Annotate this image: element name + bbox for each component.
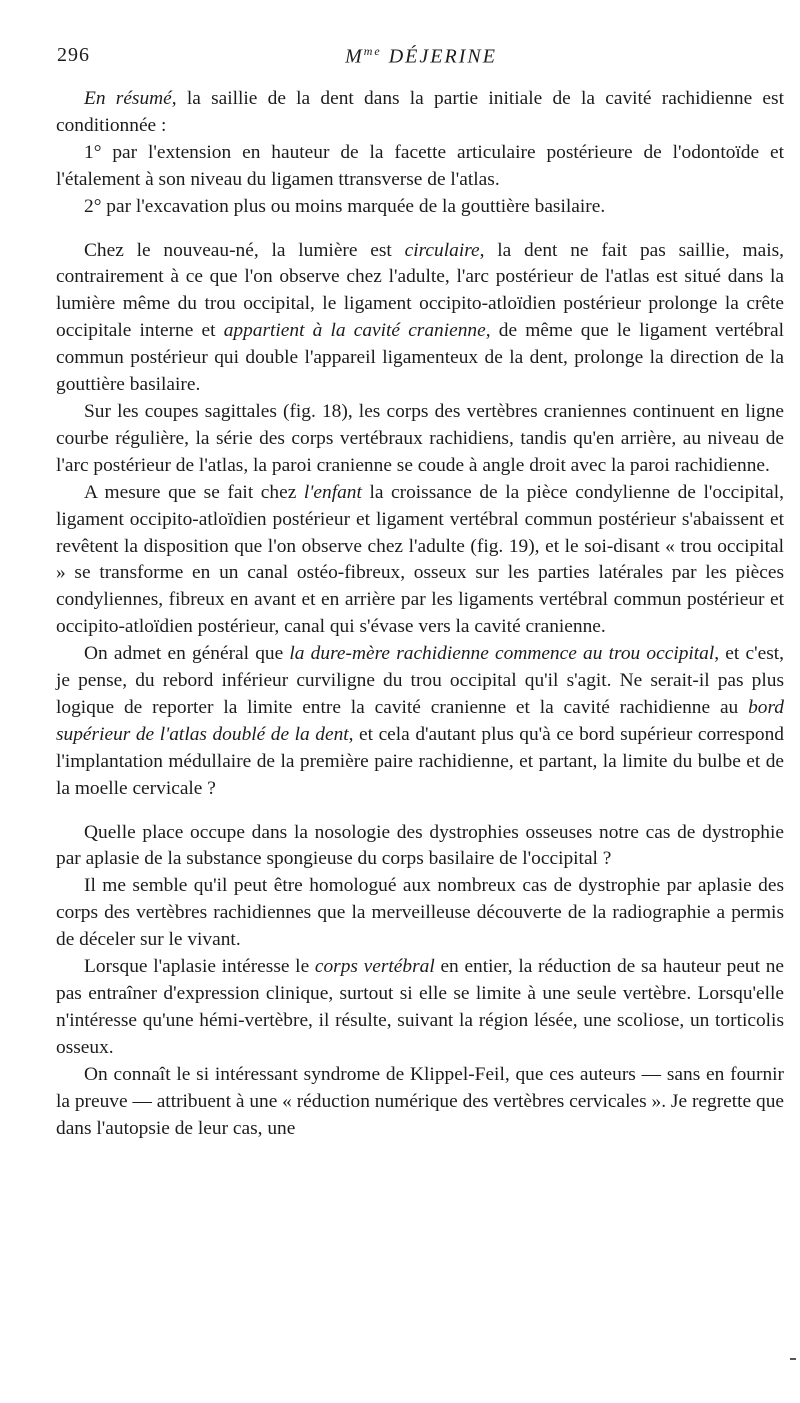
paragraph-aplasie bbox=[56, 954, 784, 1062]
italic-text: corps vertébral bbox=[314, 956, 435, 978]
paragraph-text: Sur les coupes sagittales (fig. 18), les corps des vertèbres craniennes continuent en ligne courbe régulière, la série des corps vertébraux rachidiens, tandis qu'en arrière, au niveau de l'arc postérieur de l'atlas, la paroi cranienne se coude à angle droit avec la paroi rachidienne. bbox=[56, 400, 784, 476]
paragraph-text: en entier, la réduction de sa hauteur peut ne pas entraîner d'expression clinique, surtout si elle se limite à une seule vertèbre. Lorsqu'elle n'intéresse qu'une hémi-vertèbre, il résulte, suivant la région lésée, une scoliose, un torticolis osseux. bbox=[56, 956, 785, 1058]
italic-text: appartient à la cavité cranienne bbox=[223, 320, 486, 342]
paragraph-text: On admet en général que bbox=[84, 643, 290, 665]
margin-mark bbox=[790, 1358, 796, 1360]
italic-text: bord supérieur de l'atlas doublé de la dent bbox=[56, 696, 784, 745]
author-name: DÉJERINE bbox=[381, 45, 497, 68]
italic-text: la dure-mère rachidienne commence au trou occipital bbox=[289, 643, 715, 665]
page-header bbox=[57, 44, 785, 74]
paragraph-text: , et cela d'autant plus qu'à ce bord supérieur correspond l'implantation médullaire de la première paire rachidienne, et partant, la limite du bulbe et de la moelle cervicale ? bbox=[56, 723, 784, 799]
running-head bbox=[57, 44, 785, 69]
paragraph-enfant bbox=[56, 480, 784, 641]
paragraph-homologue bbox=[56, 873, 784, 954]
paragraph-point-1 bbox=[56, 140, 784, 194]
paragraph-text: 1° par l'extension en hauteur de la facette articulaire postérieure de l'odontoïde et l'étalement à son niveau du ligamen ttransverse de l'atlas. bbox=[56, 141, 784, 190]
paragraph-text: , de même que le ligament vertébral commun postérieur qui double l'appareil ligamenteux de la dent, prolonge la direction de la gouttière basilaire. bbox=[56, 320, 784, 396]
paragraph-text: , et c'est, je pense, du rebord inférieur curviligne du trou occipital qu'il s'agit. Ne serait-il pas plus logique de reporter la limite entre la cavité cranienne et la cavité rachidienne au bbox=[56, 643, 784, 718]
paragraph-text: On connaît le si intéressant syndrome de Klippel-Feil, que ces auteurs — sans en fournir la preuve — attribuent à une « réduction numérique des vertèbres cervicales ». Je regrette que dans l'autopsie de leur cas, une bbox=[56, 1063, 784, 1139]
italic-text: En résumé bbox=[84, 88, 172, 109]
paragraph-dure-mere bbox=[56, 641, 784, 802]
paragraph-nouveau-ne bbox=[56, 238, 784, 399]
italic-text: circulaire bbox=[404, 239, 480, 261]
paragraph-text: Chez le nouveau-né, la lumière est bbox=[84, 239, 405, 261]
italic-text: l'enfant bbox=[303, 481, 362, 503]
paragraph-resume bbox=[56, 86, 784, 140]
paragraph-text: , la saillie de la dent dans la partie initiale de la cavité rachidienne est conditionnée : bbox=[56, 88, 784, 136]
paragraph-point-2 bbox=[56, 194, 784, 221]
paragraph-text: Quelle place occupe dans la nosologie des dystrophies osseuses notre cas de dystrophie par aplasie de la substance spongieuse du corps basilaire de l'occipital ? bbox=[56, 821, 784, 870]
paragraph-text: , la dent ne fait pas saillie, mais, contrairement à ce que l'on observe chez l'adulte, l'arc postérieur de l'atlas est situé dans la lumière même du trou occipital, le ligament occipito-atloïdien postérieur prolonge la crête occipitale interne et bbox=[56, 239, 784, 342]
paragraph-text: 2° par l'excavation plus ou moins marquée de la gouttière basilaire. bbox=[84, 195, 606, 217]
paragraph-text: la croissance de la pièce condylienne de l'occipital, ligament occipito-atloïdien postérieur et ligament vertébral commun postérieur s'abaissent et revêtent la disposition que l'on observe chez l'adulte (fig. 19), et le soi-disant « trou occipital » se transforme en un canal ostéo-fibreux, osseux sur les parties latérales par les pièces condyliennes, fibreux en avant et en arrière par les ligaments vertébral commun postérieur et occipito-atloïdien postérieur, canal qui s'évase vers la cavité cranienne. bbox=[56, 481, 784, 638]
page-number: 296 bbox=[57, 44, 90, 66]
paragraph-text: Il me semble qu'il peut être homologué aux nombreux cas de dystrophie par aplasie des corps des vertèbres rachidiennes que la merveilleuse découverte de la radiographie a permis de déceler sur le vivant. bbox=[56, 875, 784, 951]
author-sup: me bbox=[363, 44, 382, 58]
paragraph-klippel bbox=[56, 1062, 784, 1143]
paragraph-nosologie bbox=[56, 820, 784, 874]
author-prefix: M bbox=[345, 45, 364, 68]
body-text bbox=[56, 86, 784, 1142]
paragraph-text: Lorsque l'aplasie intéresse le bbox=[84, 956, 315, 978]
paragraph-coupes bbox=[56, 399, 784, 480]
paragraph-text: A mesure que se fait chez bbox=[84, 481, 304, 503]
